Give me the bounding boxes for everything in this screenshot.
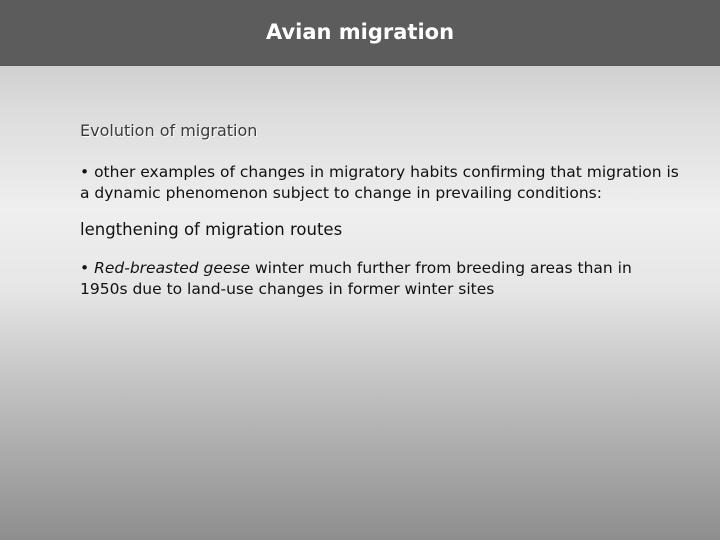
- bullet-point-2-text: winter much further from breeding areas than in 1950s due to land-use changes in former winter sites: [80, 259, 632, 298]
- bullet-marker: •: [80, 259, 95, 277]
- section-heading: Evolution of migration: [80, 121, 258, 140]
- title-bar: [0, 0, 720, 66]
- subheading: lengthening of migration routes: [80, 220, 343, 239]
- slide-title: Avian migration: [265, 20, 455, 44]
- bullet-point-1-text: other examples of changes in migratory habits confirming that migration is a dynamic phenomenon subject to change in prevailing conditions:: [80, 163, 679, 202]
- bullet-point-2: [80, 258, 680, 300]
- slide-content: [80, 120, 680, 300]
- species-name: Red-breasted geese: [94, 259, 251, 277]
- bullet-point-1: [80, 162, 680, 204]
- bullet-marker: •: [80, 163, 95, 181]
